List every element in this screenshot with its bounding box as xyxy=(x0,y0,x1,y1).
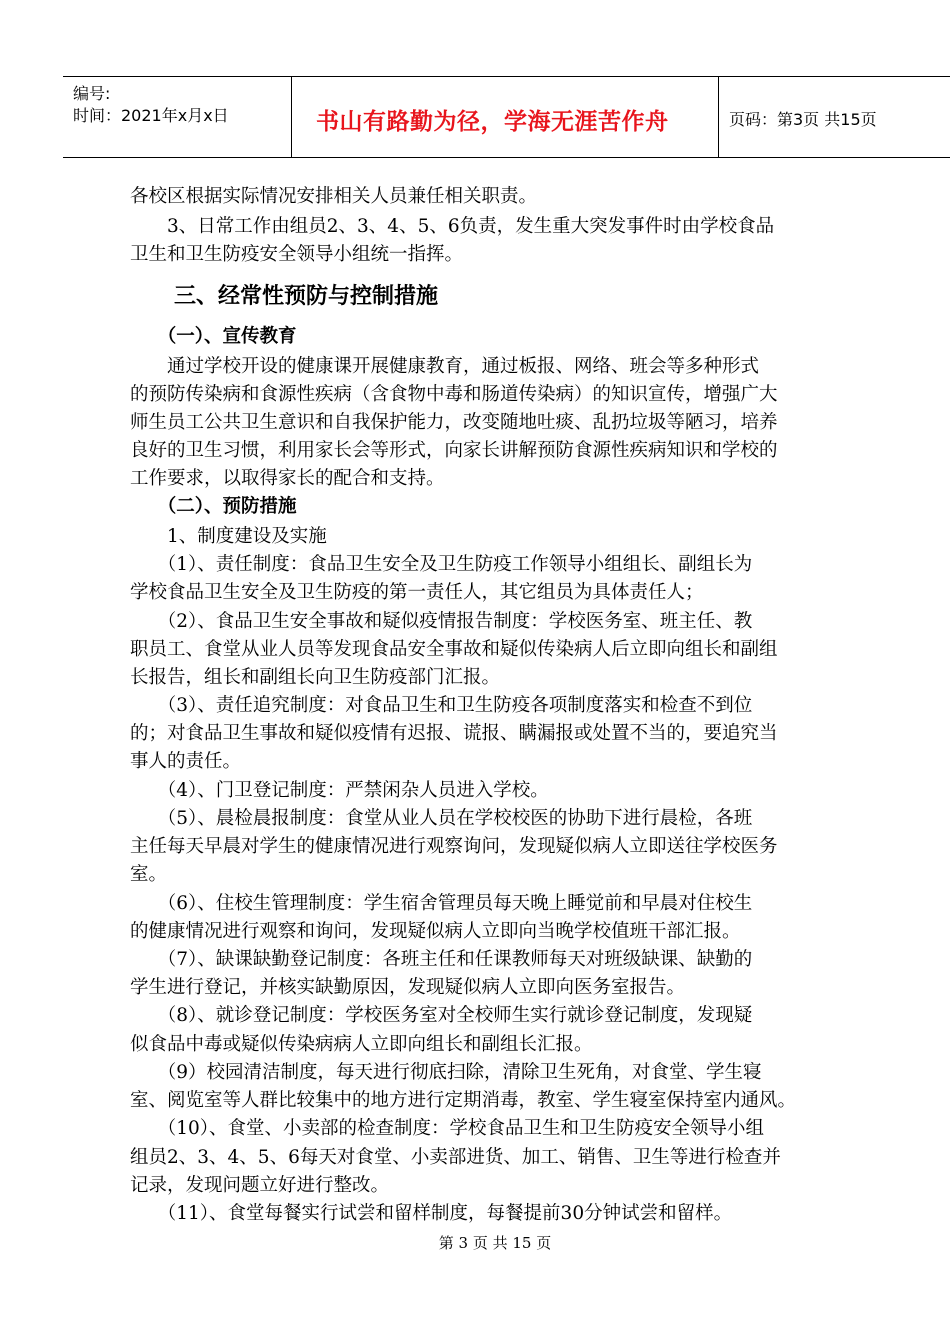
body-line: （10）、食堂、小卖部的检查制度：学校食品卫生和卫生防疫安全领导小组 xyxy=(130,1118,765,1139)
body-line: 的；对食品卫生事故和疑似疫情有迟报、谎报、瞒漏报或处置不当的，要追究当 xyxy=(130,723,778,744)
body-line: （7）、缺课缺勤登记制度：各班主任和任课教师每天对班级缺课、缺勤的 xyxy=(130,949,753,970)
header-page-cell xyxy=(719,77,950,157)
body-line: （8）、就诊登记制度：学校医务室对全校师生实行就诊登记制度，发现疑 xyxy=(130,1005,753,1026)
body-line: （2）、食品卫生安全事故和疑似疫情报告制度：学校医务室、班主任、教 xyxy=(130,611,753,632)
body-line: 主任每天早晨对学生的健康情况进行观察询问，发现疑似病人立即送往学校医务 xyxy=(130,836,778,857)
body-line: （11）、食堂每餐实行试尝和留样制度，每餐提前30分钟试尝和留样。 xyxy=(130,1203,733,1224)
subsection-heading: （二）、预防措施 xyxy=(130,496,297,517)
body-line: 学生进行登记，并核实缺勤原因，发现疑似病人立即向医务室报告。 xyxy=(130,977,686,998)
body-line: 室。 xyxy=(130,864,168,885)
body-line: 1、制度建设及实施 xyxy=(130,526,327,547)
header-motto-cell xyxy=(292,77,719,157)
body-line: 记录，发现问题立好进行整改。 xyxy=(130,1175,390,1196)
body-line: 3、日常工作由组员2、3、4、5、6负责，发生重大突发事件时由学校食品 xyxy=(130,216,775,237)
body-line: 良好的卫生习惯，利用家长会等形式，向家长讲解预防食源性疾病知识和学校的 xyxy=(130,440,778,461)
body-line: 室、阅览室等人群比较集中的地方进行定期消毒，教室、学生寝室保持室内通风。 xyxy=(130,1090,797,1111)
header-info-cell xyxy=(63,77,292,157)
body-line: （9）校园清洁制度，每天进行彻底扫除，清除卫生死角，对食堂、学生寝 xyxy=(130,1062,762,1083)
body-line: 长报告，组长和副组长向卫生防疫部门汇报。 xyxy=(130,667,501,688)
body-line: 组员2、3、4、5、6每天对食堂、小卖部进货、加工、销售、卫生等进行检查并 xyxy=(130,1147,781,1168)
body-line: 师生员工公共卫生意识和自我保护能力，改变随地吐痰、乱扔垃圾等陋习，培养 xyxy=(130,412,778,433)
body-line: 学校食品卫生安全及卫生防疫的第一责任人，其它组员为具体责任人； xyxy=(130,582,704,603)
body-line: （4）、门卫登记制度：严禁闲杂人员进入学校。 xyxy=(130,780,549,801)
body-line: （6）、住校生管理制度：学生宿舍管理员每天晚上睡觉前和早晨对住校生 xyxy=(130,893,753,914)
body-line: 职员工、食堂从业人员等发现食品安全事故和疑似传染病人后立即向组长和副组 xyxy=(130,639,778,660)
body-line: 的预防传染病和食源性疾病（含食物中毒和肠道传染病）的知识宣传，增强广大 xyxy=(130,384,778,405)
doc-date-label: 时间：2021年x月x日 xyxy=(73,106,229,125)
section-heading: 三、经常性预防与控制措施 xyxy=(130,284,439,309)
body-line: （3）、责任追究制度：对食品卫生和卫生防疫各项制度落实和检查不到位 xyxy=(130,695,753,716)
doc-number-label: 编号: xyxy=(73,84,111,103)
body-line: （5）、晨检晨报制度：食堂从业人员在学校校医的协助下进行晨检，各班 xyxy=(130,808,753,829)
body-line: 卫生和卫生防疫安全领导小组统一指挥。 xyxy=(130,244,464,265)
page-footer: 第 3 页 共 15 页 xyxy=(438,1234,552,1252)
body-line: 工作要求，以取得家长的配合和支持。 xyxy=(130,468,445,489)
page-header xyxy=(63,76,950,158)
body-line: （1）、责任制度：食品卫生安全及卫生防疫工作领导小组组长、副组长为 xyxy=(130,554,753,575)
body-line: 的健康情况进行观察和询问，发现疑似病人立即向当晚学校值班干部汇报。 xyxy=(130,921,741,942)
body-line: 通过学校开设的健康课开展健康教育，通过板报、网络、班会等多种形式 xyxy=(130,356,760,377)
subsection-heading: （一）、宣传教育 xyxy=(130,326,297,347)
body-line: 各校区根据实际情况安排相关人员兼任相关职责。 xyxy=(130,186,538,207)
body-line: 似食品中毒或疑似传染病病人立即向组长和副组长汇报。 xyxy=(130,1034,593,1055)
header-motto: 书山有路勤为径，学海无涯苦作舟 xyxy=(316,108,669,135)
body-line: 事人的责任。 xyxy=(130,751,242,772)
header-page-number: 页码：第3页 共15页 xyxy=(729,110,877,129)
